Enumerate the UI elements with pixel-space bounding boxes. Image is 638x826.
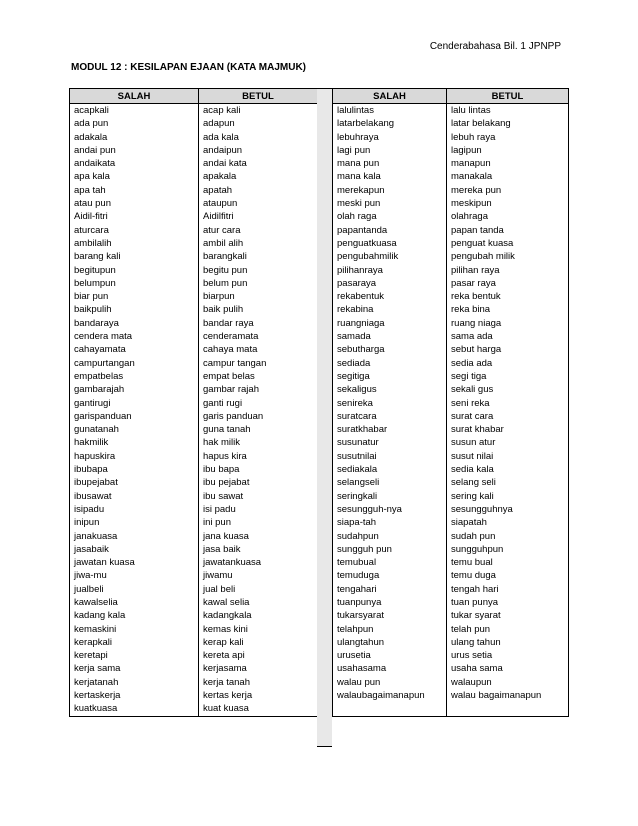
table-row xyxy=(333,463,569,476)
betul-cell: hak milik xyxy=(199,436,318,449)
left-table xyxy=(69,88,318,717)
salah-cell: apa tah xyxy=(70,184,199,197)
betul-cell: surat cara xyxy=(447,410,569,423)
salah-cell: gambarajah xyxy=(70,383,199,396)
betul-cell: andaipun xyxy=(199,144,318,157)
document-header: Cenderabahasa Bil. 1 JPNPP xyxy=(429,41,561,52)
salah-cell: kertaskerja xyxy=(70,689,199,702)
betul-cell: usaha sama xyxy=(447,662,569,675)
salah-cell: begitupun xyxy=(70,264,199,277)
salah-cell: susunatur xyxy=(333,436,447,449)
salah-cell: apa kala xyxy=(70,170,199,183)
betul-cell: jual beli xyxy=(199,583,318,596)
betul-cell: temu duga xyxy=(447,569,569,582)
column-header-betul: BETUL xyxy=(447,89,569,104)
table-row xyxy=(333,702,569,716)
salah-cell: olah raga xyxy=(333,210,447,223)
betul-cell: temu bual xyxy=(447,556,569,569)
betul-cell: seni reka xyxy=(447,397,569,410)
table-row xyxy=(70,290,318,303)
betul-cell: latar belakang xyxy=(447,117,569,130)
table-row xyxy=(70,530,318,543)
salah-cell: kawalselia xyxy=(70,596,199,609)
table-row xyxy=(333,104,569,118)
table-row xyxy=(70,383,318,396)
salah-cell: janakuasa xyxy=(70,530,199,543)
table-row xyxy=(70,131,318,144)
betul-cell: garis panduan xyxy=(199,410,318,423)
betul-cell: tuan punya xyxy=(447,596,569,609)
table-row xyxy=(333,170,569,183)
table-row xyxy=(333,596,569,609)
table-row xyxy=(70,596,318,609)
salah-cell: acapkali xyxy=(70,104,199,118)
salah-cell: telahpun xyxy=(333,623,447,636)
salah-cell: ada pun xyxy=(70,117,199,130)
table-row xyxy=(333,250,569,263)
salah-cell: sudahpun xyxy=(333,530,447,543)
betul-cell: belum pun xyxy=(199,277,318,290)
table-row xyxy=(333,330,569,343)
betul-cell: cahaya mata xyxy=(199,343,318,356)
betul-cell: sering kali xyxy=(447,490,569,503)
betul-cell: ataupun xyxy=(199,197,318,210)
salah-cell: jiwa-mu xyxy=(70,569,199,582)
betul-cell: kadangkala xyxy=(199,609,318,622)
betul-cell: kertas kerja xyxy=(199,689,318,702)
table-row xyxy=(70,450,318,463)
table-row xyxy=(333,623,569,636)
table-row xyxy=(70,197,318,210)
table-row xyxy=(70,436,318,449)
betul-cell: atur cara xyxy=(199,224,318,237)
table-row xyxy=(70,277,318,290)
betul-cell: empat belas xyxy=(199,370,318,383)
table-row xyxy=(333,516,569,529)
salah-cell: ruangniaga xyxy=(333,317,447,330)
salah-cell: inipun xyxy=(70,516,199,529)
table-row xyxy=(70,543,318,556)
salah-cell: pengubahmilik xyxy=(333,250,447,263)
betul-cell: andai kata xyxy=(199,157,318,170)
salah-cell: garispanduan xyxy=(70,410,199,423)
table-row xyxy=(70,104,318,118)
table-row xyxy=(333,569,569,582)
table-row xyxy=(70,636,318,649)
betul-cell: baik pulih xyxy=(199,303,318,316)
betul-cell: gambar rajah xyxy=(199,383,318,396)
betul-cell: susut nilai xyxy=(447,450,569,463)
betul-cell: manapun xyxy=(447,157,569,170)
salah-cell: Aidil-fitri xyxy=(70,210,199,223)
table-row xyxy=(70,609,318,622)
salah-cell: kemaskini xyxy=(70,623,199,636)
table-row xyxy=(70,250,318,263)
salah-cell: campurtangan xyxy=(70,357,199,370)
betul-cell: kerja tanah xyxy=(199,676,318,689)
table-row xyxy=(70,649,318,662)
table-row xyxy=(333,423,569,436)
salah-cell: andaikata xyxy=(70,157,199,170)
salah-cell: belumpun xyxy=(70,277,199,290)
salah-cell: gunatanah xyxy=(70,423,199,436)
table-row xyxy=(333,649,569,662)
table-row xyxy=(70,370,318,383)
betul-cell: kerjasama xyxy=(199,662,318,675)
betul-cell: sesungguhnya xyxy=(447,503,569,516)
salah-cell: kuatkuasa xyxy=(70,702,199,716)
table-row xyxy=(70,343,318,356)
betul-cell: ini pun xyxy=(199,516,318,529)
salah-cell: latarbelakang xyxy=(333,117,447,130)
salah-cell: pilihanraya xyxy=(333,264,447,277)
table-row xyxy=(333,636,569,649)
table-row xyxy=(333,410,569,423)
betul-cell: ibu pejabat xyxy=(199,476,318,489)
betul-cell: kerap kali xyxy=(199,636,318,649)
table-row xyxy=(333,277,569,290)
salah-cell: jualbeli xyxy=(70,583,199,596)
salah-cell: empatbelas xyxy=(70,370,199,383)
table-row xyxy=(333,662,569,675)
table-row xyxy=(70,423,318,436)
table-row xyxy=(333,370,569,383)
salah-cell: hapuskira xyxy=(70,450,199,463)
betul-cell: lebuh raya xyxy=(447,131,569,144)
betul-cell: jawatankuasa xyxy=(199,556,318,569)
table-row xyxy=(70,330,318,343)
table-row xyxy=(70,224,318,237)
column-header-betul: BETUL xyxy=(199,89,318,104)
betul-cell: pasar raya xyxy=(447,277,569,290)
table-row xyxy=(333,543,569,556)
salah-cell: tukarsyarat xyxy=(333,609,447,622)
table-row xyxy=(333,476,569,489)
betul-cell: susun atur xyxy=(447,436,569,449)
betul-cell: lagipun xyxy=(447,144,569,157)
table-row xyxy=(333,210,569,223)
betul-cell: sedia ada xyxy=(447,357,569,370)
betul-cell: jiwamu xyxy=(199,569,318,582)
salah-cell: kadang kala xyxy=(70,609,199,622)
betul-cell: urus setia xyxy=(447,649,569,662)
betul-cell: pilihan raya xyxy=(447,264,569,277)
right-table xyxy=(332,88,569,717)
table-row xyxy=(70,144,318,157)
salah-cell: susutnilai xyxy=(333,450,447,463)
betul-cell: ulang tahun xyxy=(447,636,569,649)
betul-cell: mereka pun xyxy=(447,184,569,197)
betul-cell: bandar raya xyxy=(199,317,318,330)
salah-cell: bandaraya xyxy=(70,317,199,330)
salah-cell: sekaligus xyxy=(333,383,447,396)
salah-cell: samada xyxy=(333,330,447,343)
column-separator xyxy=(317,88,332,747)
table-row xyxy=(333,357,569,370)
salah-cell: ibusawat xyxy=(70,490,199,503)
betul-cell: olahraga xyxy=(447,210,569,223)
table-row xyxy=(333,583,569,596)
salah-cell: atau pun xyxy=(70,197,199,210)
salah-cell: tuanpunya xyxy=(333,596,447,609)
betul-cell: reka bentuk xyxy=(447,290,569,303)
salah-cell: urusetia xyxy=(333,649,447,662)
betul-cell: telah pun xyxy=(447,623,569,636)
betul-cell: sudah pun xyxy=(447,530,569,543)
salah-cell: biar pun xyxy=(70,290,199,303)
salah-cell: jawatan kuasa xyxy=(70,556,199,569)
betul-cell: apakala xyxy=(199,170,318,183)
table-row xyxy=(70,170,318,183)
table-row xyxy=(70,357,318,370)
betul-cell: lalu lintas xyxy=(447,104,569,118)
salah-cell: baikpulih xyxy=(70,303,199,316)
betul-cell: sungguhpun xyxy=(447,543,569,556)
table-row xyxy=(333,224,569,237)
salah-cell: meski pun xyxy=(333,197,447,210)
betul-cell: isi padu xyxy=(199,503,318,516)
module-title: MODUL 12 : KESILAPAN EJAAN (KATA MAJMUK) xyxy=(71,62,307,73)
table-row xyxy=(333,131,569,144)
salah-cell: segitiga xyxy=(333,370,447,383)
betul-cell: jasa baik xyxy=(199,543,318,556)
betul-cell: ada kala xyxy=(199,131,318,144)
salah-cell: andai pun xyxy=(70,144,199,157)
salah-cell: sungguh pun xyxy=(333,543,447,556)
salah-cell: senireka xyxy=(333,397,447,410)
betul-cell: meskipun xyxy=(447,197,569,210)
salah-cell: sebutharga xyxy=(333,343,447,356)
betul-cell: ibu sawat xyxy=(199,490,318,503)
betul-cell: tengah hari xyxy=(447,583,569,596)
table-row xyxy=(70,397,318,410)
table-row xyxy=(333,490,569,503)
salah-cell: isipadu xyxy=(70,503,199,516)
column-header-salah: SALAH xyxy=(333,89,447,104)
salah-cell: walau pun xyxy=(333,676,447,689)
table-row xyxy=(333,343,569,356)
table-row xyxy=(333,264,569,277)
table-row xyxy=(70,184,318,197)
betul-cell: kuat kuasa xyxy=(199,702,318,716)
salah-cell xyxy=(333,702,447,716)
salah-cell: gantirugi xyxy=(70,397,199,410)
betul-cell: reka bina xyxy=(447,303,569,316)
table-row xyxy=(333,397,569,410)
betul-cell: surat khabar xyxy=(447,423,569,436)
table-row xyxy=(333,144,569,157)
table-row xyxy=(70,702,318,716)
salah-cell: rekabina xyxy=(333,303,447,316)
salah-cell: tengahari xyxy=(333,583,447,596)
table-row xyxy=(333,609,569,622)
salah-cell: penguatkuasa xyxy=(333,237,447,250)
table-row xyxy=(70,676,318,689)
salah-cell: adakala xyxy=(70,131,199,144)
table-row xyxy=(70,117,318,130)
table-row xyxy=(70,264,318,277)
table-row xyxy=(333,450,569,463)
salah-cell: usahasama xyxy=(333,662,447,675)
salah-cell: sediakala xyxy=(333,463,447,476)
salah-cell: seringkali xyxy=(333,490,447,503)
betul-cell: guna tanah xyxy=(199,423,318,436)
salah-cell: lagi pun xyxy=(333,144,447,157)
betul-cell: adapun xyxy=(199,117,318,130)
betul-cell: acap kali xyxy=(199,104,318,118)
salah-cell: mana kala xyxy=(333,170,447,183)
salah-cell: kerja sama xyxy=(70,662,199,675)
table-row xyxy=(333,157,569,170)
betul-cell: walau bagaimanapun xyxy=(447,689,569,702)
salah-cell: ulangtahun xyxy=(333,636,447,649)
salah-cell: kerapkali xyxy=(70,636,199,649)
betul-cell xyxy=(447,702,569,716)
betul-cell: sama ada xyxy=(447,330,569,343)
betul-cell: cenderamata xyxy=(199,330,318,343)
table-row xyxy=(333,237,569,250)
table-row xyxy=(70,662,318,675)
table-row xyxy=(70,569,318,582)
table-row xyxy=(70,303,318,316)
betul-cell: sebut harga xyxy=(447,343,569,356)
salah-cell: ibubapa xyxy=(70,463,199,476)
salah-cell: selangseli xyxy=(333,476,447,489)
betul-cell: pengubah milik xyxy=(447,250,569,263)
betul-cell: sekali gus xyxy=(447,383,569,396)
column-header-salah: SALAH xyxy=(70,89,199,104)
salah-cell: merekapun xyxy=(333,184,447,197)
salah-cell: lebuhraya xyxy=(333,131,447,144)
salah-cell: walaubagaimanapun xyxy=(333,689,447,702)
table-row xyxy=(333,197,569,210)
salah-cell: cendera mata xyxy=(70,330,199,343)
betul-cell: manakala xyxy=(447,170,569,183)
betul-cell: begitu pun xyxy=(199,264,318,277)
table-row xyxy=(70,689,318,702)
betul-cell: kereta api xyxy=(199,649,318,662)
table-row xyxy=(333,503,569,516)
table-row xyxy=(333,676,569,689)
betul-cell: ibu bapa xyxy=(199,463,318,476)
salah-cell: temubual xyxy=(333,556,447,569)
table-row xyxy=(333,530,569,543)
salah-cell: cahayamata xyxy=(70,343,199,356)
betul-cell: kemas kini xyxy=(199,623,318,636)
table-row xyxy=(70,317,318,330)
salah-cell: barang kali xyxy=(70,250,199,263)
table-row xyxy=(70,410,318,423)
betul-cell: ganti rugi xyxy=(199,397,318,410)
table-row xyxy=(70,476,318,489)
betul-cell: penguat kuasa xyxy=(447,237,569,250)
betul-cell: sedia kala xyxy=(447,463,569,476)
betul-cell: campur tangan xyxy=(199,357,318,370)
betul-cell: tukar syarat xyxy=(447,609,569,622)
salah-cell: rekabentuk xyxy=(333,290,447,303)
table-row xyxy=(333,383,569,396)
table-row xyxy=(70,556,318,569)
table-row xyxy=(70,157,318,170)
table-row xyxy=(333,689,569,702)
betul-cell: biarpun xyxy=(199,290,318,303)
table-row xyxy=(70,237,318,250)
table-row xyxy=(333,117,569,130)
salah-cell: kerjatanah xyxy=(70,676,199,689)
salah-cell: siapa-tah xyxy=(333,516,447,529)
betul-cell: siapatah xyxy=(447,516,569,529)
table-row xyxy=(333,317,569,330)
salah-cell: keretapi xyxy=(70,649,199,662)
salah-cell: jasabaik xyxy=(70,543,199,556)
salah-cell: sesungguh-nya xyxy=(333,503,447,516)
betul-cell: ambil alih xyxy=(199,237,318,250)
betul-cell: hapus kira xyxy=(199,450,318,463)
table-row xyxy=(333,303,569,316)
table-row xyxy=(70,490,318,503)
salah-cell: suratkhabar xyxy=(333,423,447,436)
betul-cell: Aidilfitri xyxy=(199,210,318,223)
betul-cell: walaupun xyxy=(447,676,569,689)
salah-cell: aturcara xyxy=(70,224,199,237)
table-row xyxy=(70,583,318,596)
betul-cell: segi tiga xyxy=(447,370,569,383)
betul-cell: barangkali xyxy=(199,250,318,263)
salah-cell: lalulintas xyxy=(333,104,447,118)
betul-cell: apatah xyxy=(199,184,318,197)
betul-cell: ruang niaga xyxy=(447,317,569,330)
table-row xyxy=(333,556,569,569)
betul-cell: jana kuasa xyxy=(199,530,318,543)
table-row xyxy=(70,503,318,516)
salah-cell: mana pun xyxy=(333,157,447,170)
table-row xyxy=(333,290,569,303)
salah-cell: pasaraya xyxy=(333,277,447,290)
table-row xyxy=(333,184,569,197)
table-row xyxy=(70,210,318,223)
betul-cell: papan tanda xyxy=(447,224,569,237)
table-row xyxy=(333,436,569,449)
betul-cell: selang seli xyxy=(447,476,569,489)
table-row xyxy=(70,516,318,529)
salah-cell: temuduga xyxy=(333,569,447,582)
salah-cell: ambilalih xyxy=(70,237,199,250)
table-row xyxy=(70,623,318,636)
salah-cell: suratcara xyxy=(333,410,447,423)
table-row xyxy=(70,463,318,476)
salah-cell: sediada xyxy=(333,357,447,370)
salah-cell: ibupejabat xyxy=(70,476,199,489)
betul-cell: kawal selia xyxy=(199,596,318,609)
salah-cell: papantanda xyxy=(333,224,447,237)
salah-cell: hakmilik xyxy=(70,436,199,449)
